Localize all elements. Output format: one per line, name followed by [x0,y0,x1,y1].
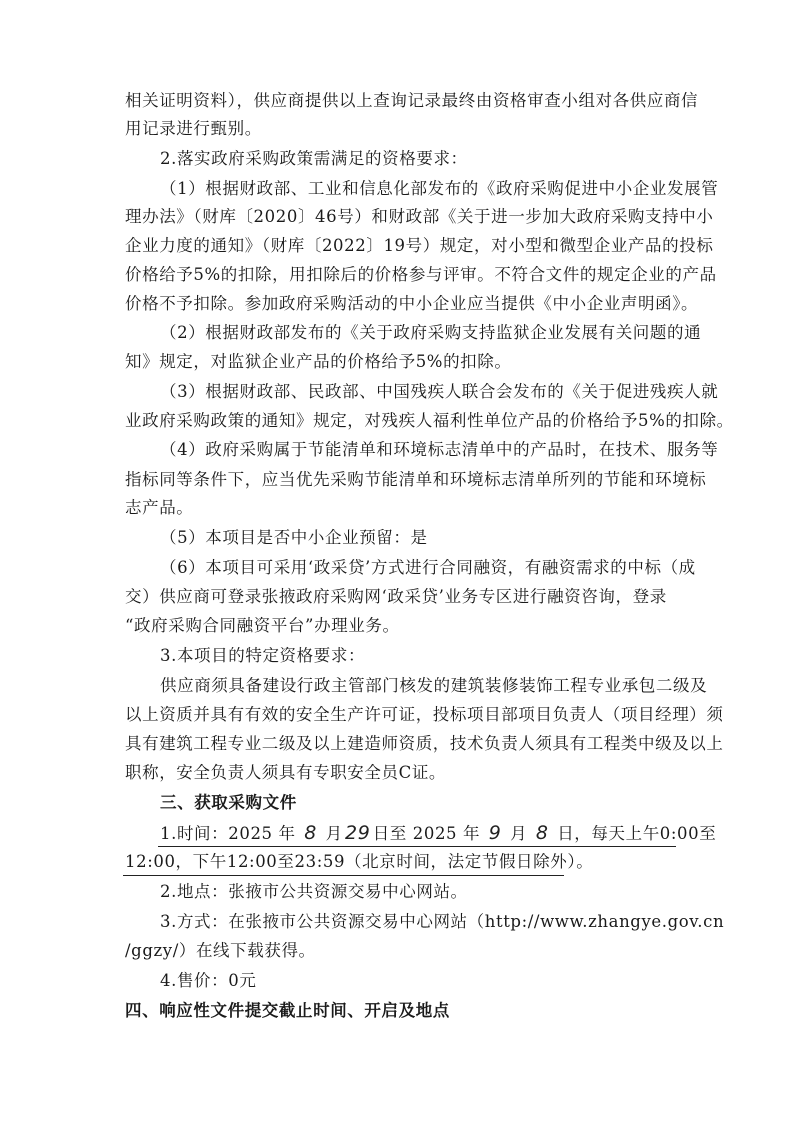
text-line: 企业力度的通知》（财库〔2022〕19号）规定，对小型和微型企业产品的投标 [125,236,714,255]
text-line: （5）本项目是否中小企业预留：是 [160,528,428,547]
month-label: 月 [510,824,528,843]
handwritten-start-month: 8 [304,822,317,844]
handwritten-start-day: 29 [345,822,371,844]
text-line: 4.售价：0元 [160,971,257,990]
section-heading: 四、响应性文件提交截止时间、开启及地点 [125,1001,450,1020]
text-line: 具有建筑工程专业二级及以上建造师资质，技术负责人须具有工程类中级及以上 [125,734,724,753]
date-range-text: 日至 2025 年 [372,824,481,843]
text-line: 理办法》（财库〔2020〕46号）和财政部《关于进一步加大政府采购支持中小 [125,207,714,226]
time-label: 1.时间：2025 年 [160,824,296,843]
text-line: /ggzy/）在线下载获得。 [125,941,316,960]
text-line: 指标同等条件下，应当优先采购节能清单和环境标志清单所列的节能和环境标 [125,470,707,489]
text-line: “政府采购合同融资平台”办理业务。 [125,616,400,635]
text-line: 职称，安全负责人须具有专职安全员C证。 [125,763,447,782]
underline [158,846,676,847]
underline [123,875,564,876]
time-line [160,822,716,845]
text-line: （4）政府采购属于节能清单和环境标志清单中的产品时，在技术、服务等 [160,440,719,459]
text-line: 2.落实政府采购政策需满足的资格要求： [160,149,468,168]
text-line: 3.方式：在张掖市公共资源交易中心网站（http://www.zhangye.gov.cn [160,912,725,931]
text-line: 以上资质并具有有效的安全生产许可证，投标项目部项目负责人（项目经理）须 [125,705,724,724]
text-line: 3.本项目的特定资格要求： [160,646,366,665]
text-line: 2.地点：张掖市公共资源交易中心网站。 [160,882,468,901]
text-line: 知》规定，对监狱企业产品的价格给予5%的扣除。 [125,352,512,371]
text-line: 价格不予扣除。参加政府采购活动的中小企业应当提供《中小企业声明函》。 [125,294,699,313]
daily-hours-text: 日，每天上午0:00至 [557,824,717,843]
text-line: 志产品。 [125,498,194,517]
text-line: （1）根据财政部、工业和信息化部发布的《政府采购促进中小企业发展管 [160,179,719,198]
text-line: 价格给予5%的扣除，用扣除后的价格参与评审。不符合文件的规定企业的产品 [125,265,717,284]
text-line: 用记录进行甄别。 [125,119,262,138]
text-line: （6）本项目可采用‘政采贷’方式进行合同融资，有融资需求的中标（成 [160,558,696,577]
text-line: 交）供应商可登录张掖政府采购网‘政采贷’业务专区进行融资咨询，登录 [125,587,667,606]
text-line: 供应商须具备建设行政主管部门核发的建筑装修装饰工程专业承包二级及 [160,676,708,695]
text-line: 12:00，下午12:00至23:59（北京时间，法定节假日除外）。 [125,852,594,871]
section-heading: 三、获取采购文件 [160,793,297,812]
handwritten-end-day: 8 [535,822,549,844]
text-line: （2）根据财政部发布的《关于政府采购支持监狱企业发展有关问题的通 [160,323,702,342]
text-line: （3）根据财政部、民政部、中国残疾人联合会发布的《关于促进残疾人就 [160,382,719,401]
text-line: 业政府采购政策的通知》规定，对残疾人福利性单位产品的价格给予5%的扣除。 [125,411,734,430]
handwritten-end-month: 9 [488,822,502,844]
month-label: 月 [325,824,343,843]
text-line: 相关证明资料），供应商提供以上查询记录最终由资格审查小组对各供应商信 [125,91,699,110]
